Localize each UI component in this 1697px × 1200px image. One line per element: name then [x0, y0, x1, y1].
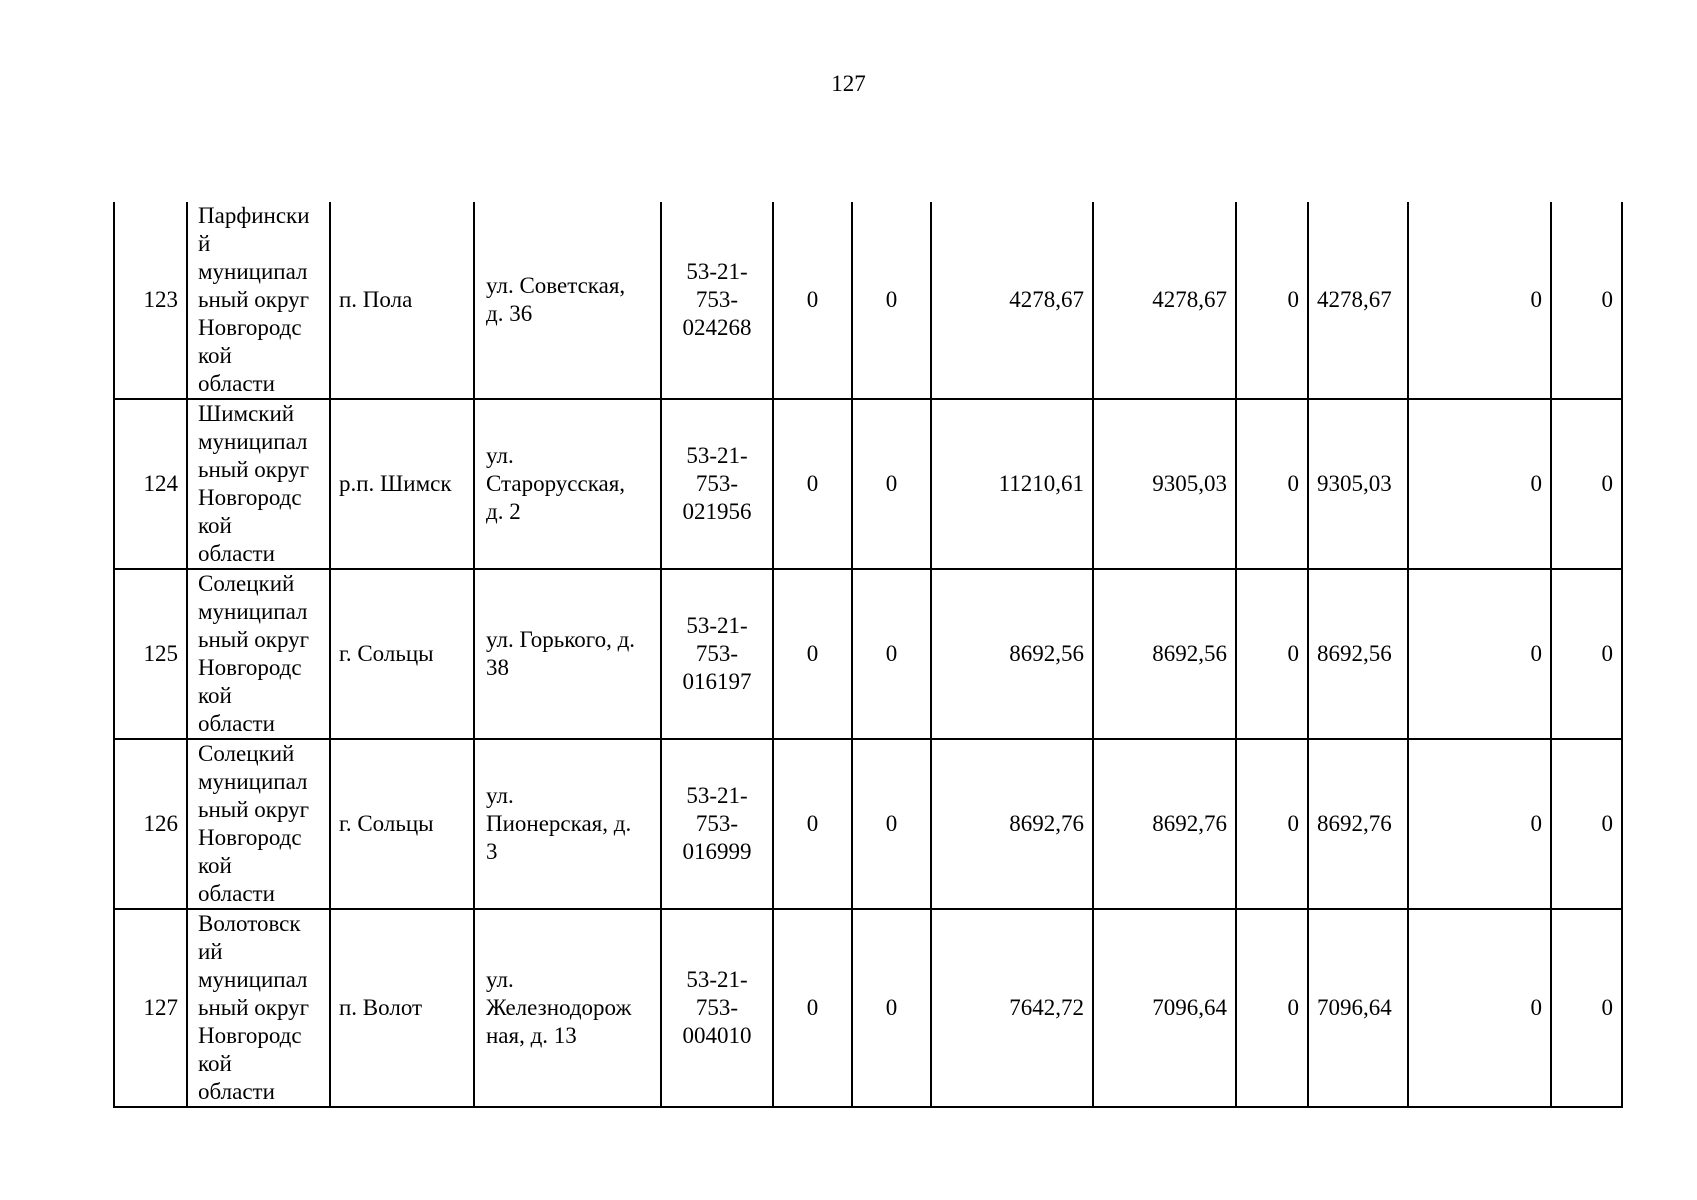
table-row — [114, 909, 1622, 1107]
object-id: 53-21- 753- 024268 — [661, 202, 773, 399]
table-row — [114, 739, 1622, 909]
value-col-6: 7096,64 — [1308, 909, 1408, 1107]
value-col-3: 8692,56 — [931, 569, 1093, 739]
settlement: г. Сольцы — [330, 739, 474, 909]
row-number: 125 — [114, 569, 187, 739]
value-col-8: 0 — [1551, 399, 1622, 569]
value-col-2: 0 — [852, 202, 931, 399]
value-col-7: 0 — [1408, 569, 1551, 739]
value-col-3: 11210,61 — [931, 399, 1093, 569]
municipal-district: Солецкий муниципал ьный округ Новгородс кой области — [187, 569, 330, 739]
settlement: р.п. Шимск — [330, 399, 474, 569]
value-col-3: 7642,72 — [931, 909, 1093, 1107]
value-col-5: 0 — [1236, 739, 1308, 909]
value-col-6: 8692,76 — [1308, 739, 1408, 909]
value-col-4: 8692,56 — [1093, 569, 1236, 739]
street-address: ул. Железнодорож ная, д. 13 — [474, 909, 661, 1107]
value-col-6: 9305,03 — [1308, 399, 1408, 569]
municipal-district: Парфински й муниципал ьный округ Новгородс кой области — [187, 202, 330, 399]
value-col-5: 0 — [1236, 909, 1308, 1107]
value-col-8: 0 — [1551, 569, 1622, 739]
municipal-district: Солецкий муниципал ьный округ Новгородс кой области — [187, 739, 330, 909]
settlement: п. Пола — [330, 202, 474, 399]
value-col-4: 4278,67 — [1093, 202, 1236, 399]
value-col-1: 0 — [773, 739, 852, 909]
value-col-2: 0 — [852, 909, 931, 1107]
value-col-8: 0 — [1551, 909, 1622, 1107]
value-col-6: 4278,67 — [1308, 202, 1408, 399]
street-address: ул. Советская, д. 36 — [474, 202, 661, 399]
object-id: 53-21- 753- 004010 — [661, 909, 773, 1107]
value-col-1: 0 — [773, 399, 852, 569]
value-col-4: 8692,76 — [1093, 739, 1236, 909]
row-number: 127 — [114, 909, 187, 1107]
value-col-1: 0 — [773, 202, 852, 399]
table-row — [114, 399, 1622, 569]
value-col-5: 0 — [1236, 399, 1308, 569]
value-col-7: 0 — [1408, 739, 1551, 909]
row-number: 124 — [114, 399, 187, 569]
table-row — [114, 202, 1622, 399]
value-col-3: 8692,76 — [931, 739, 1093, 909]
street-address: ул. Горького, д. 38 — [474, 569, 661, 739]
page-number: 127 — [831, 71, 866, 96]
housing-data-table — [113, 202, 1623, 1108]
value-col-7: 0 — [1408, 202, 1551, 399]
value-col-1: 0 — [773, 569, 852, 739]
row-number: 126 — [114, 739, 187, 909]
table-row — [114, 569, 1622, 739]
value-col-2: 0 — [852, 739, 931, 909]
value-col-1: 0 — [773, 909, 852, 1107]
street-address: ул. Старорусская, д. 2 — [474, 399, 661, 569]
value-col-8: 0 — [1551, 739, 1622, 909]
table-body — [114, 202, 1622, 1107]
value-col-2: 0 — [852, 569, 931, 739]
value-col-2: 0 — [852, 399, 931, 569]
value-col-6: 8692,56 — [1308, 569, 1408, 739]
object-id: 53-21- 753- 016999 — [661, 739, 773, 909]
value-col-5: 0 — [1236, 202, 1308, 399]
value-col-4: 9305,03 — [1093, 399, 1236, 569]
row-number: 123 — [114, 202, 187, 399]
value-col-4: 7096,64 — [1093, 909, 1236, 1107]
settlement: п. Волот — [330, 909, 474, 1107]
object-id: 53-21- 753- 021956 — [661, 399, 773, 569]
municipal-district: Шимский муниципал ьный округ Новгородс кой области — [187, 399, 330, 569]
value-col-7: 0 — [1408, 399, 1551, 569]
value-col-7: 0 — [1408, 909, 1551, 1107]
value-col-8: 0 — [1551, 202, 1622, 399]
street-address: ул. Пионерская, д. 3 — [474, 739, 661, 909]
settlement: г. Сольцы — [330, 569, 474, 739]
value-col-3: 4278,67 — [931, 202, 1093, 399]
object-id: 53-21- 753- 016197 — [661, 569, 773, 739]
value-col-5: 0 — [1236, 569, 1308, 739]
municipal-district: Волотовск ий муниципал ьный округ Новгородс кой области — [187, 909, 330, 1107]
